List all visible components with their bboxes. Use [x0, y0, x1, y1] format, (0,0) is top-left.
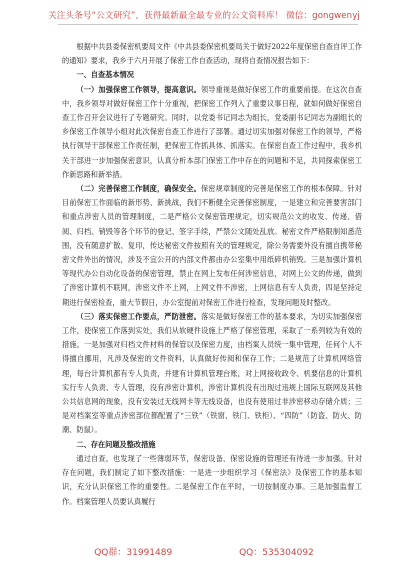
- subheading-system: （二）完善保密工作制度，确保安全。: [76, 184, 201, 194]
- text-leadership: 领导重视是做好保密工作的重要前提。在这次自查中，我乡领导对做好保密工作十分重视，把保密工作列入了重要议事日程，就如何做好保密自查工作召开会议进行了专题研究。同时，以党委书记同志为组长，党委副书记同志为副组长的乡保密工作领导小组对此次保密自查工作进行了部署。通过切实加强对保密工作的领导，严格执行领导干部保密工作责任制，把保密工作抓具体、抓落实。在保密自查工作过程中，我乡机关干部进一步加强保密意识，认真分析本部门保密工作中存在的问题和不足，共同探索保密工作新思路和新举措。: [62, 84, 362, 179]
- subheading-leadership: （一）加强保密工作领导，提高意识。: [76, 84, 201, 94]
- qq-number: QQ：535304092: [239, 548, 314, 558]
- text-implementation: 落实是做好保密工作的基本要求，为切实加强保密工作，使保密工作落到实处，我们从软硬件设施上严格了保密管理，采取了一系列较为有效的措施。一是加强对归档文件材料的保管以及保密力度，由档案人员统一集中管理，任何个人不得擅自挪用，凡涉及保密的文件资料，认真做好传阅和保存工作；二是规范了计算机网络管理，每台计算机都有专人负责，并建有计算机管理台账，对上网接收政令、机要信息的计算机实行专人负责、专人管理，没有涉密计算机，涉密计算机没有出现过违规上国际互联网及其他公共信息网的现象，没有安装过无线网卡等无线设备，也没有使用过非涉密移动存储介质；三是对档案室等重点涉密部位都配置了“三铁”（铁窗、铁门、铁柜）、“四防”（防盗、防火、防潮、防鼠）。: [62, 311, 362, 435]
- paragraph-leadership: [62, 83, 362, 182]
- intro-paragraph: 根据中共县委保密机要局文件《中共县委保密机要局关于做好2022年度保密自查自评工作的通知》要求，我乡于六月开展了保密工作自查活动，现将自查情况报告如下：: [62, 42, 362, 66]
- text-system: 保密规章制度的完善是保密工作的根本保障。针对目前保密工作面临的新形势、新挑战，我们不断健全完善保密制度，一是建立和完善要害部门和重点涉密人员的管理制度，二是严格公文保密管理规定，切实规范公文的收发、传递、借阅、归档、销毁等各个环节的登记、签字手续，严禁公文随处乱放。秘密文件严格限制知悉范围，没有随意扩散、复印，传达秘密文件按照有关的管理规定，除公务需要外没有擅自携带秘密文件外出的情况，涉及不宜公开的内部文件都由办公室集中用纸碎机销毁。三是加强计算机等现代办公自动化设备的保密管理，禁止在网上发布任何涉密信息，对网上公文的传递，做到了涉密计算机不联网，涉密文件不上网，上网文件不涉密，上网信息有专人负责，四是坚持定期进行保密检查，重大节假日，办公室提前对保密工作进行检查，发现问题及时整改。: [62, 184, 362, 307]
- promo-header: 关注头条号“公文研究”，获得最新最全最专业的公文资料库！ 微信：gongwenyj: [48, 11, 360, 21]
- section-heading-2: 二、存在问题及整改措施: [76, 439, 156, 449]
- paragraph-system: [62, 182, 362, 310]
- subheading-implementation: （三）落实保密工作要点，严防泄密。: [76, 311, 201, 321]
- paragraph-implementation: [62, 310, 362, 438]
- section-heading-1: 一、自查基本情况: [76, 70, 134, 80]
- document-body: [62, 40, 362, 509]
- paragraph-problems: 通过自查，也发现了一些薄弱环节，保密设备、保密设施的管理还有待进一步加强。针对存在问题，我们制定了如下整改措施：一是进一步组织学习《保密法》及保密工作的基本知识，充分认识保密工作的重要性。二是保密工作在平时，一切按制度办事。三是加强监督工作。档案管理人员要认真履行: [62, 453, 362, 506]
- header-divider: [58, 24, 358, 25]
- qq-group: QQ群：31991489: [94, 548, 173, 558]
- contact-footer: [0, 545, 408, 558]
